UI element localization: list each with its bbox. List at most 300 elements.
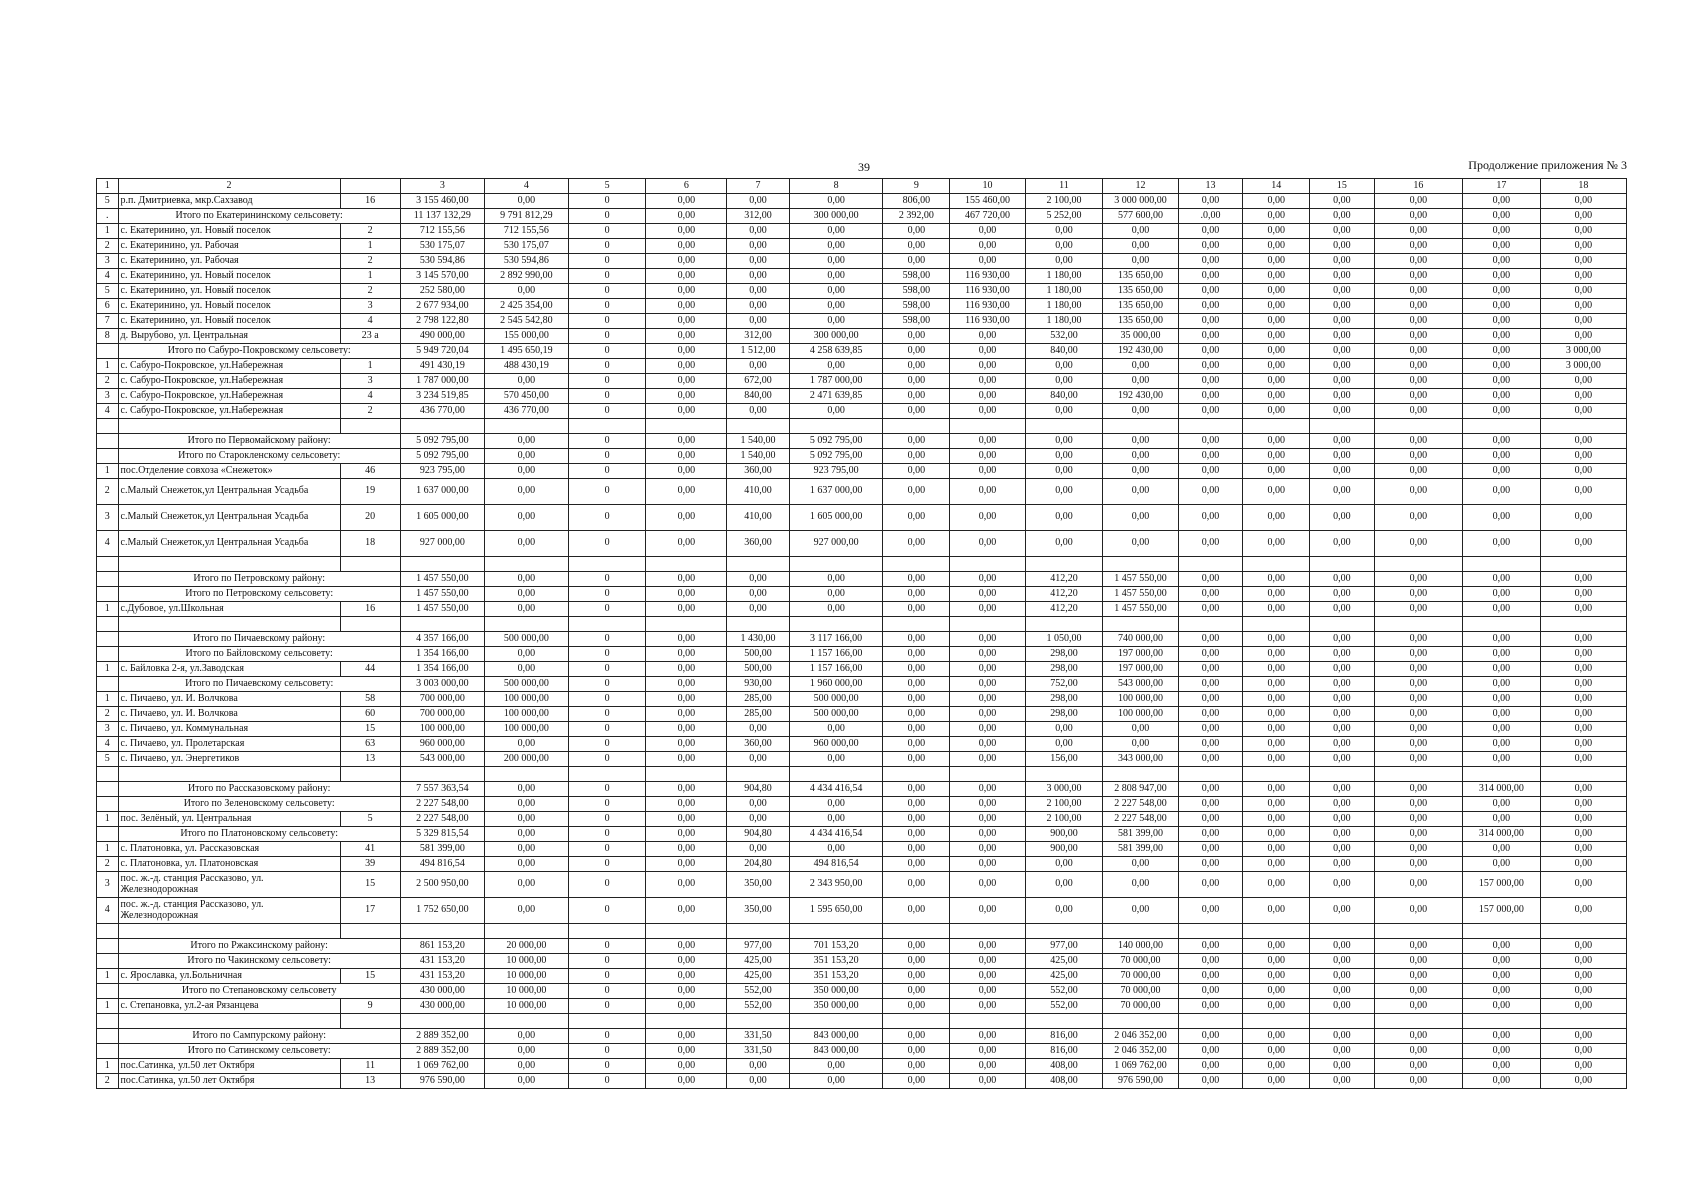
table-cell: 0,00	[883, 1059, 950, 1074]
table-row	[97, 812, 1627, 827]
table-cell: 0,00	[883, 224, 950, 239]
table-cell	[950, 617, 1025, 632]
table-cell: 0,00	[1463, 269, 1541, 284]
table-cell: 0,00	[1243, 969, 1310, 984]
table-cell: 0	[568, 449, 646, 464]
table-cell: 314 000,00	[1463, 827, 1541, 842]
header-cell: 8	[789, 179, 883, 194]
table-cell: 0,00	[1463, 969, 1541, 984]
table-cell: 0,00	[789, 587, 883, 602]
table-cell: 0,00	[646, 752, 727, 767]
table-cell: 700 000,00	[400, 707, 484, 722]
table-cell: 0,00	[484, 505, 568, 531]
house-number-cell: 2	[340, 254, 400, 269]
table-cell: 0,00	[883, 939, 950, 954]
table-cell: 0,00	[1463, 254, 1541, 269]
table-cell	[400, 617, 484, 632]
table-cell: 312,00	[727, 209, 789, 224]
table-cell: 4	[97, 404, 119, 419]
table-cell: 3 000,00	[1025, 782, 1103, 797]
table-cell	[789, 767, 883, 782]
table-cell: 500 000,00	[484, 632, 568, 647]
header-cell: 2	[118, 179, 340, 194]
table-cell	[1025, 767, 1103, 782]
table-cell: 410,00	[727, 479, 789, 505]
table-cell: 3 000 000,00	[1103, 194, 1178, 209]
table-cell	[1310, 617, 1375, 632]
table-cell: 532,00	[1025, 329, 1103, 344]
table-cell: 0,00	[1463, 479, 1541, 505]
table-cell: 0,00	[1374, 1059, 1462, 1074]
table-cell: 0,00	[1178, 359, 1243, 374]
table-cell: 0,00	[646, 449, 727, 464]
table-cell: 0,00	[789, 602, 883, 617]
header-cell: 3	[400, 179, 484, 194]
table-cell: 0,00	[1103, 359, 1178, 374]
table-cell: 0,00	[950, 898, 1025, 924]
house-number-cell: 4	[340, 314, 400, 329]
table-cell: 0,00	[1243, 1059, 1310, 1074]
table-cell: 552,00	[1025, 999, 1103, 1014]
table-cell: 0,00	[1463, 677, 1541, 692]
table-cell: 0,00	[1540, 842, 1626, 857]
table-cell: 0,00	[1310, 662, 1375, 677]
table-cell: 0,00	[883, 842, 950, 857]
address-cell: д. Вырубово, ул. Центральная	[118, 329, 340, 344]
table-cell: 598,00	[883, 269, 950, 284]
table-cell: 0,00	[1374, 314, 1462, 329]
table-cell: 0,00	[1243, 299, 1310, 314]
subtotal-label: Итого по Рассказовскому району:	[118, 782, 400, 797]
table-cell: 0	[568, 984, 646, 999]
table-cell: 0,00	[1178, 194, 1243, 209]
table-cell: 204,80	[727, 857, 789, 872]
address-cell: с. Платоновка, ул. Платоновская	[118, 857, 340, 872]
table-cell: 0,00	[883, 1029, 950, 1044]
table-cell: 0,00	[1374, 827, 1462, 842]
table-cell	[646, 419, 727, 434]
table-cell: 412,20	[1025, 572, 1103, 587]
table-cell: 0,00	[1103, 857, 1178, 872]
header-cell: 4	[484, 179, 568, 194]
table-cell: 0,00	[646, 1044, 727, 1059]
table-cell: 0,00	[1310, 434, 1375, 449]
table-cell: 0,00	[1463, 812, 1541, 827]
table-cell: 2 227 548,00	[1103, 812, 1178, 827]
table-cell: 0,00	[950, 984, 1025, 999]
table-cell: 2	[97, 239, 119, 254]
table-cell: 0,00	[950, 827, 1025, 842]
table-cell: 0,00	[646, 314, 727, 329]
table-cell: 0	[568, 1029, 646, 1044]
table-cell	[97, 647, 119, 662]
table-cell: 3 003 000,00	[400, 677, 484, 692]
table-cell: 0,00	[1178, 404, 1243, 419]
table-cell: 1 180,00	[1025, 314, 1103, 329]
table-cell: 577 600,00	[1103, 209, 1178, 224]
table-cell: 0,00	[883, 677, 950, 692]
table-cell: 20 000,00	[484, 939, 568, 954]
table-cell: 740 000,00	[1103, 632, 1178, 647]
table-cell: 360,00	[727, 531, 789, 557]
table-cell: 0	[568, 1074, 646, 1089]
table-cell	[1243, 767, 1310, 782]
table-cell: 0,00	[484, 782, 568, 797]
table-cell: 1 495 650,19	[484, 344, 568, 359]
table-cell: 0,00	[1540, 782, 1626, 797]
table-cell: 712 155,56	[484, 224, 568, 239]
table-cell	[883, 557, 950, 572]
table-cell: 0,00	[1374, 404, 1462, 419]
table-cell: 0,00	[950, 782, 1025, 797]
table-cell: 0,00	[883, 449, 950, 464]
table-cell: 816,00	[1025, 1029, 1103, 1044]
table-cell: 712 155,56	[400, 224, 484, 239]
table-cell: 0,00	[1540, 939, 1626, 954]
table-cell: 0,00	[950, 239, 1025, 254]
table-cell: 923 795,00	[400, 464, 484, 479]
subtotal-row	[97, 797, 1627, 812]
table-cell: 2 677 934,00	[400, 299, 484, 314]
table-cell: 0,00	[883, 984, 950, 999]
table-cell: 0,00	[1243, 954, 1310, 969]
table-cell: 0,00	[1540, 389, 1626, 404]
table-cell: 0,00	[1374, 752, 1462, 767]
table-cell: 0,00	[1178, 677, 1243, 692]
address-cell: с. Сабуро-Покровское, ул.Набережная	[118, 389, 340, 404]
table-cell: 1 354 166,00	[400, 662, 484, 677]
table-cell: 900,00	[1025, 842, 1103, 857]
table-cell: 70 000,00	[1103, 999, 1178, 1014]
table-cell	[646, 1014, 727, 1029]
table-cell: 3 145 570,00	[400, 269, 484, 284]
header-cell: 12	[1103, 179, 1178, 194]
table-cell: 0,00	[883, 505, 950, 531]
table-cell: 0	[568, 782, 646, 797]
table-cell: 530 594,86	[400, 254, 484, 269]
table-cell	[727, 924, 789, 939]
table-cell: 5 329 815,54	[400, 827, 484, 842]
table-cell: 0,00	[484, 842, 568, 857]
table-cell: 700 000,00	[400, 692, 484, 707]
table-cell: 581 399,00	[1103, 827, 1178, 842]
subtotal-row	[97, 827, 1627, 842]
table-cell	[1540, 1014, 1626, 1029]
table-cell: 0,00	[789, 224, 883, 239]
table-cell: 0,00	[1374, 602, 1462, 617]
table-cell	[727, 1014, 789, 1029]
table-cell	[97, 449, 119, 464]
table-cell: 0,00	[789, 254, 883, 269]
table-cell: 0,00	[789, 284, 883, 299]
table-cell	[97, 984, 119, 999]
table-cell	[400, 557, 484, 572]
table-cell: 0	[568, 872, 646, 898]
table-cell	[400, 924, 484, 939]
table-cell: 861 153,20	[400, 939, 484, 954]
address-cell: с. Екатеринино, ул. Новый поселок	[118, 224, 340, 239]
table-cell: 0,00	[1463, 692, 1541, 707]
table-cell: 0,00	[1463, 939, 1541, 954]
table-cell: 0	[568, 374, 646, 389]
table-cell: 0,00	[1243, 389, 1310, 404]
table-cell: 0,00	[1540, 449, 1626, 464]
table-cell: 0,00	[1463, 587, 1541, 602]
table-cell: 0,00	[1463, 284, 1541, 299]
table-cell: 0,00	[1310, 939, 1375, 954]
table-cell: 0,00	[1540, 662, 1626, 677]
subtotal-label: Итого по Ржаксинскому району:	[118, 939, 400, 954]
table-cell: 350,00	[727, 898, 789, 924]
table-cell: 0,00	[1243, 314, 1310, 329]
house-number-cell: 2	[340, 224, 400, 239]
table-cell: 0,00	[789, 239, 883, 254]
header-cell: 15	[1310, 179, 1375, 194]
table-cell: 0,00	[1374, 632, 1462, 647]
subtotal-label: Итого по Платоновскому сельсовету:	[118, 827, 400, 842]
table-cell: 200 000,00	[484, 752, 568, 767]
table-cell	[1310, 419, 1375, 434]
table-cell: 0,00	[950, 752, 1025, 767]
table-cell: 0,00	[1310, 359, 1375, 374]
table-cell: 0,00	[1025, 359, 1103, 374]
table-cell: 0,00	[1310, 857, 1375, 872]
table-cell	[1178, 617, 1243, 632]
table-cell: 135 650,00	[1103, 314, 1178, 329]
table-cell: 0,00	[950, 374, 1025, 389]
table-cell: 0,00	[1243, 827, 1310, 842]
table-cell: 0,00	[883, 587, 950, 602]
table-cell: 0,00	[1463, 632, 1541, 647]
table-cell: 0,00	[1463, 404, 1541, 419]
table-cell: 552,00	[727, 999, 789, 1014]
table-cell: 1 180,00	[1025, 299, 1103, 314]
table-cell: 0,00	[950, 707, 1025, 722]
table-cell: 904,80	[727, 782, 789, 797]
table-cell: 0,00	[1178, 374, 1243, 389]
table-cell: 0,00	[1374, 434, 1462, 449]
table-cell: 0,00	[1463, 464, 1541, 479]
house-number-cell: 20	[340, 505, 400, 531]
table-cell: 0,00	[1243, 872, 1310, 898]
table-cell: 0,00	[1374, 939, 1462, 954]
table-cell: 0,00	[727, 602, 789, 617]
table-cell: 0,00	[727, 269, 789, 284]
table-cell: 0,00	[950, 359, 1025, 374]
table-cell: 1 430,00	[727, 632, 789, 647]
table-cell	[950, 419, 1025, 434]
table-cell	[727, 557, 789, 572]
table-cell: 0,00	[1103, 224, 1178, 239]
table-cell: 0,00	[1463, 531, 1541, 557]
table-cell: 0,00	[1310, 194, 1375, 209]
table-cell: 0,00	[1540, 707, 1626, 722]
table-cell: 0,00	[1374, 224, 1462, 239]
subtotal-label: Итого по Петровскому району:	[118, 572, 400, 587]
table-cell: 0,00	[1178, 842, 1243, 857]
house-number-cell: 63	[340, 737, 400, 752]
subtotal-row	[97, 1029, 1627, 1044]
table-cell: 900,00	[1025, 827, 1103, 842]
header-cell: 14	[1243, 179, 1310, 194]
table-cell: 0,00	[484, 531, 568, 557]
table-cell: 0,00	[1243, 344, 1310, 359]
blank-row	[97, 419, 1627, 434]
table-cell: 100 000,00	[1103, 692, 1178, 707]
table-cell: 530 175,07	[484, 239, 568, 254]
table-cell: 0,00	[646, 939, 727, 954]
table-cell: 598,00	[883, 284, 950, 299]
table-cell: 0,00	[1310, 752, 1375, 767]
table-cell: 0,00	[1178, 224, 1243, 239]
table-cell: 0,00	[883, 572, 950, 587]
table-cell: 0,00	[484, 812, 568, 827]
table-cell: 0,00	[1243, 939, 1310, 954]
table-cell	[1243, 1014, 1310, 1029]
table-cell: 0,00	[1178, 314, 1243, 329]
table-cell: 490 000,00	[400, 329, 484, 344]
table-cell: 1 540,00	[727, 449, 789, 464]
house-number-cell: 9	[340, 999, 400, 1014]
table-cell	[340, 617, 400, 632]
table-cell: 0,00	[1178, 572, 1243, 587]
house-number-cell: 60	[340, 707, 400, 722]
table-cell	[883, 419, 950, 434]
header-cell: 16	[1374, 179, 1462, 194]
table-cell	[97, 1014, 119, 1029]
subtotal-label: Итого по Сатинскому сельсовету:	[118, 1044, 400, 1059]
house-number-cell: 44	[340, 662, 400, 677]
table-cell: 436 770,00	[400, 404, 484, 419]
table-cell: 0,00	[646, 954, 727, 969]
table-cell: 0,00	[1540, 898, 1626, 924]
table-cell: 1	[97, 224, 119, 239]
table-cell	[400, 767, 484, 782]
table-cell: 0,00	[484, 479, 568, 505]
house-number-cell: 13	[340, 752, 400, 767]
table-cell: 192 430,00	[1103, 344, 1178, 359]
table-cell: 0	[568, 464, 646, 479]
subtotal-row	[97, 984, 1627, 999]
table-row	[97, 898, 1627, 924]
table-cell: 0,00	[1025, 479, 1103, 505]
table-cell	[568, 767, 646, 782]
header-cell: 6	[646, 179, 727, 194]
table-cell: 0,00	[1178, 984, 1243, 999]
table-cell: 0,00	[1178, 752, 1243, 767]
table-cell	[97, 767, 119, 782]
table-cell	[646, 767, 727, 782]
table-cell	[568, 1014, 646, 1029]
table-cell: 156,00	[1025, 752, 1103, 767]
table-cell: 0,00	[789, 722, 883, 737]
table-cell: 0,00	[1178, 737, 1243, 752]
table-cell: 0,00	[1178, 344, 1243, 359]
table-cell: 0,00	[646, 464, 727, 479]
table-cell: 0,00	[950, 872, 1025, 898]
table-row	[97, 284, 1627, 299]
table-cell: 0,00	[727, 587, 789, 602]
table-cell: 0,00	[1540, 1044, 1626, 1059]
address-cell: с. Екатеринино, ул. Рабочая	[118, 239, 340, 254]
table-cell: 0,00	[1540, 677, 1626, 692]
table-cell: 0,00	[1463, 224, 1541, 239]
table-cell: 351 153,20	[789, 969, 883, 984]
address-cell: с. Пичаево, ул. Пролетарская	[118, 737, 340, 752]
table-cell: 0,00	[1463, 389, 1541, 404]
house-number-cell: 19	[340, 479, 400, 505]
table-cell: 0	[568, 284, 646, 299]
table-cell: 360,00	[727, 737, 789, 752]
table-cell: 2 798 122,80	[400, 314, 484, 329]
table-cell: 116 930,00	[950, 269, 1025, 284]
table-cell: 0,00	[1243, 984, 1310, 999]
subtotal-row	[97, 434, 1627, 449]
table-cell	[950, 557, 1025, 572]
table-cell	[97, 632, 119, 647]
table-cell: 0,00	[1103, 737, 1178, 752]
table-cell: 977,00	[1025, 939, 1103, 954]
table-cell: 0,00	[1025, 857, 1103, 872]
table-cell	[97, 617, 119, 632]
table-cell: 0,00	[1374, 299, 1462, 314]
table-cell: 0,00	[883, 254, 950, 269]
table-cell	[1243, 557, 1310, 572]
table-row	[97, 329, 1627, 344]
table-cell: 0,00	[646, 999, 727, 1014]
table-cell	[727, 617, 789, 632]
address-cell: с. Пичаево, ул. Энергетиков	[118, 752, 340, 767]
table-cell: 314 000,00	[1463, 782, 1541, 797]
table-cell: 0,00	[1463, 1059, 1541, 1074]
table-cell: 0,00	[727, 572, 789, 587]
table-cell: 0,00	[646, 329, 727, 344]
table-cell	[1025, 617, 1103, 632]
table-cell: 0,00	[1243, 647, 1310, 662]
table-cell	[1103, 557, 1178, 572]
table-cell	[646, 617, 727, 632]
table-cell: 0,00	[1540, 1074, 1626, 1089]
table-row	[97, 752, 1627, 767]
table-cell: 0,00	[1243, 999, 1310, 1014]
table-cell: 300 000,00	[789, 209, 883, 224]
table-cell: 4 434 416,54	[789, 827, 883, 842]
table-cell: 5 092 795,00	[400, 434, 484, 449]
table-cell: 2 545 542,80	[484, 314, 568, 329]
continuation-note: Продолжение приложения № 3	[1468, 158, 1627, 172]
table-cell: 0,00	[1310, 1029, 1375, 1044]
subtotal-row	[97, 1044, 1627, 1059]
subtotal-label: Итого по Байловскому сельсовету:	[118, 647, 400, 662]
table-cell: 0,00	[646, 812, 727, 827]
table-cell: 0,00	[1243, 662, 1310, 677]
table-cell: 0,00	[883, 434, 950, 449]
table-cell: 0,00	[1463, 797, 1541, 812]
table-cell: 1 960 000,00	[789, 677, 883, 692]
subtotal-label: Итого по Пичаевскому району:	[118, 632, 400, 647]
table-cell: 140 000,00	[1103, 939, 1178, 954]
house-number-cell: 23 а	[340, 329, 400, 344]
table-cell: 0,00	[883, 827, 950, 842]
table-cell: 1 457 550,00	[1103, 587, 1178, 602]
table-cell: 0,00	[1374, 587, 1462, 602]
table-cell: 0,00	[1025, 224, 1103, 239]
table-cell: 0,00	[646, 969, 727, 984]
table-cell	[950, 924, 1025, 939]
table-cell: 0,00	[727, 359, 789, 374]
table-cell: 0,00	[1374, 329, 1462, 344]
table-cell: 977,00	[727, 939, 789, 954]
